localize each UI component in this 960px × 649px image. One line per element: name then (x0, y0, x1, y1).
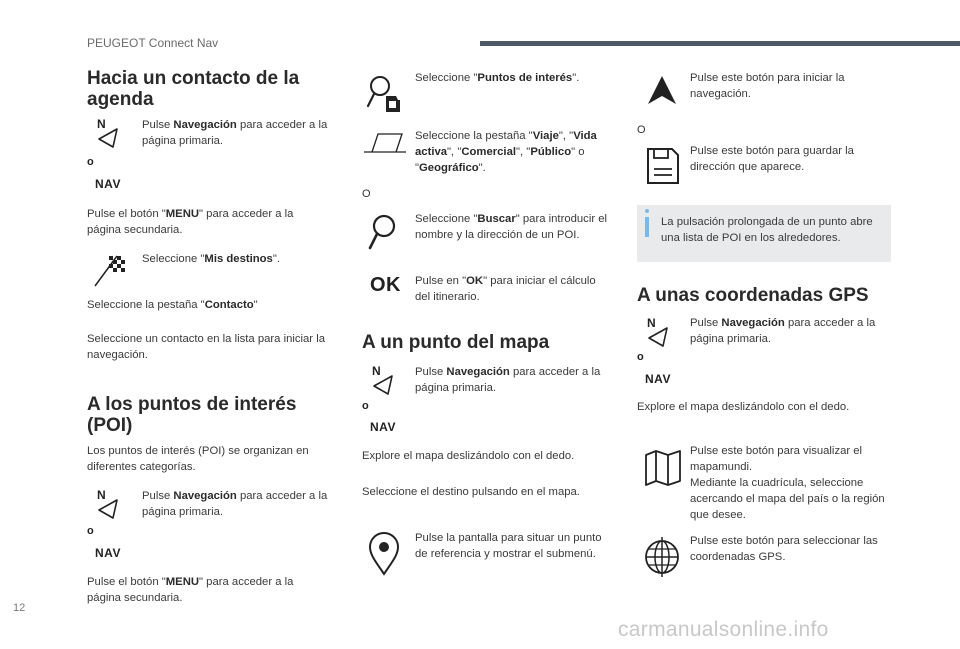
nav-icon (637, 316, 685, 360)
info-icon (645, 209, 649, 213)
category-tabs-instruction: Seleccione la pestaña "Viaje", "Vida activa", "Comercial", "Público" o "Geográfico". (415, 130, 597, 174)
section-title-poi: A los puntos de interés (POI) (87, 394, 297, 437)
info-text: La pulsación prolongada de un punto abre una lista de POI en los alrededores. (661, 216, 873, 244)
pin-instruction: Pulse la pantalla para situar un punto de referencia y mostrar el submenú. (415, 532, 602, 560)
ok-icon: OK (370, 274, 401, 296)
nav-label: NAV (95, 546, 121, 560)
select-destination-text: Seleccione el destino pulsando en el mapa. (362, 486, 580, 498)
nav-icon (87, 488, 135, 532)
menu-instruction: Pulse el botón "MENU" para acceder a la página secundaria. (87, 208, 294, 236)
nav-instruction: Pulse Navegación para acceder a la página primaria. (142, 490, 328, 518)
world-map-icon (640, 447, 686, 493)
mis-destinos-instruction: Seleccione "Mis destinos". (142, 253, 280, 265)
nav-instruction: Pulse Navegación para acceder a la página primaria. (690, 317, 876, 345)
checkered-flag-icon (87, 250, 133, 296)
world-map-text-2: Mediante la cuadrícula, seleccione acercando el mapa del país o la región que desee. (690, 477, 885, 521)
or-label: O (637, 124, 646, 136)
nav-letter: N (372, 364, 381, 378)
contact-select-text: Seleccione un contacto en la lista para iniciar la navegación. (87, 333, 326, 361)
info-icon-bar (645, 217, 649, 237)
or-label: o (87, 525, 94, 537)
explore-map-text: Explore el mapa deslizándolo con el dedo. (362, 450, 575, 462)
or-label: o (637, 351, 644, 363)
watermark: carmanualsonline.info (618, 618, 829, 641)
or-label: o (87, 156, 94, 168)
menu-instruction: Pulse el botón "MENU" para acceder a la página secundaria. (87, 576, 294, 604)
contact-tab-instruction: Seleccione la pestaña "Contacto" (87, 299, 258, 311)
ok-instruction: Pulse en "OK" para iniciar el cálculo del itinerario. (415, 275, 596, 303)
save-instruction: Pulse este botón para guardar la dirección que aparece. (690, 145, 854, 173)
navigation-arrow-icon (97, 127, 119, 149)
poi-select-instruction: Seleccione "Puntos de interés". (415, 72, 580, 84)
tab-icon (362, 128, 408, 174)
poi-intro-text: Los puntos de interés (POI) se organizan en diferentes categorías. (87, 445, 309, 473)
nav-label: NAV (95, 177, 121, 191)
nav-instruction: Pulse Navegación para acceder a la página primaria. (142, 119, 328, 147)
nav-letter: N (647, 316, 656, 330)
gps-instruction: Pulse este botón para seleccionar las coordenadas GPS. (690, 535, 878, 563)
world-map-instruction (690, 443, 885, 523)
gps-globe-icon (640, 535, 686, 581)
start-navigation-icon (640, 72, 686, 118)
section-title-contact: Hacia un contacto de la agenda (87, 68, 300, 111)
navigation-arrow-icon (647, 326, 669, 348)
start-navigation-instruction: Pulse este botón para iniciar la navegación. (690, 72, 845, 100)
navigation-arrow-icon (372, 374, 394, 396)
navigation-arrow-icon (97, 498, 119, 520)
location-pin-icon (362, 530, 408, 576)
explore-map-text: Explore el mapa deslizándolo con el dedo. (637, 401, 850, 413)
nav-label: NAV (645, 372, 671, 386)
nav-letter: N (97, 488, 106, 502)
search-instruction: Seleccione "Buscar" para introducir el nombre y la dirección de un POI. (415, 213, 608, 241)
nav-icon (362, 364, 410, 408)
save-icon (640, 145, 686, 191)
nav-icon (87, 117, 135, 161)
section-title-gps: A unas coordenadas GPS (637, 285, 869, 306)
header-bar (480, 41, 960, 46)
section-title-map-point: A un punto del mapa (362, 332, 550, 353)
info-note (637, 205, 891, 262)
or-label: O (362, 188, 371, 200)
or-label: o (362, 400, 369, 412)
nav-letter: N (97, 117, 106, 131)
search-icon (362, 212, 408, 258)
running-header: PEUGEOT Connect Nav (87, 36, 219, 50)
world-map-text: Pulse este botón para visualizar el mapamundi. (690, 445, 863, 473)
nav-instruction: Pulse Navegación para acceder a la página primaria. (415, 366, 601, 394)
page-number: 12 (13, 602, 26, 614)
poi-search-icon (362, 72, 408, 118)
nav-label: NAV (370, 420, 396, 434)
